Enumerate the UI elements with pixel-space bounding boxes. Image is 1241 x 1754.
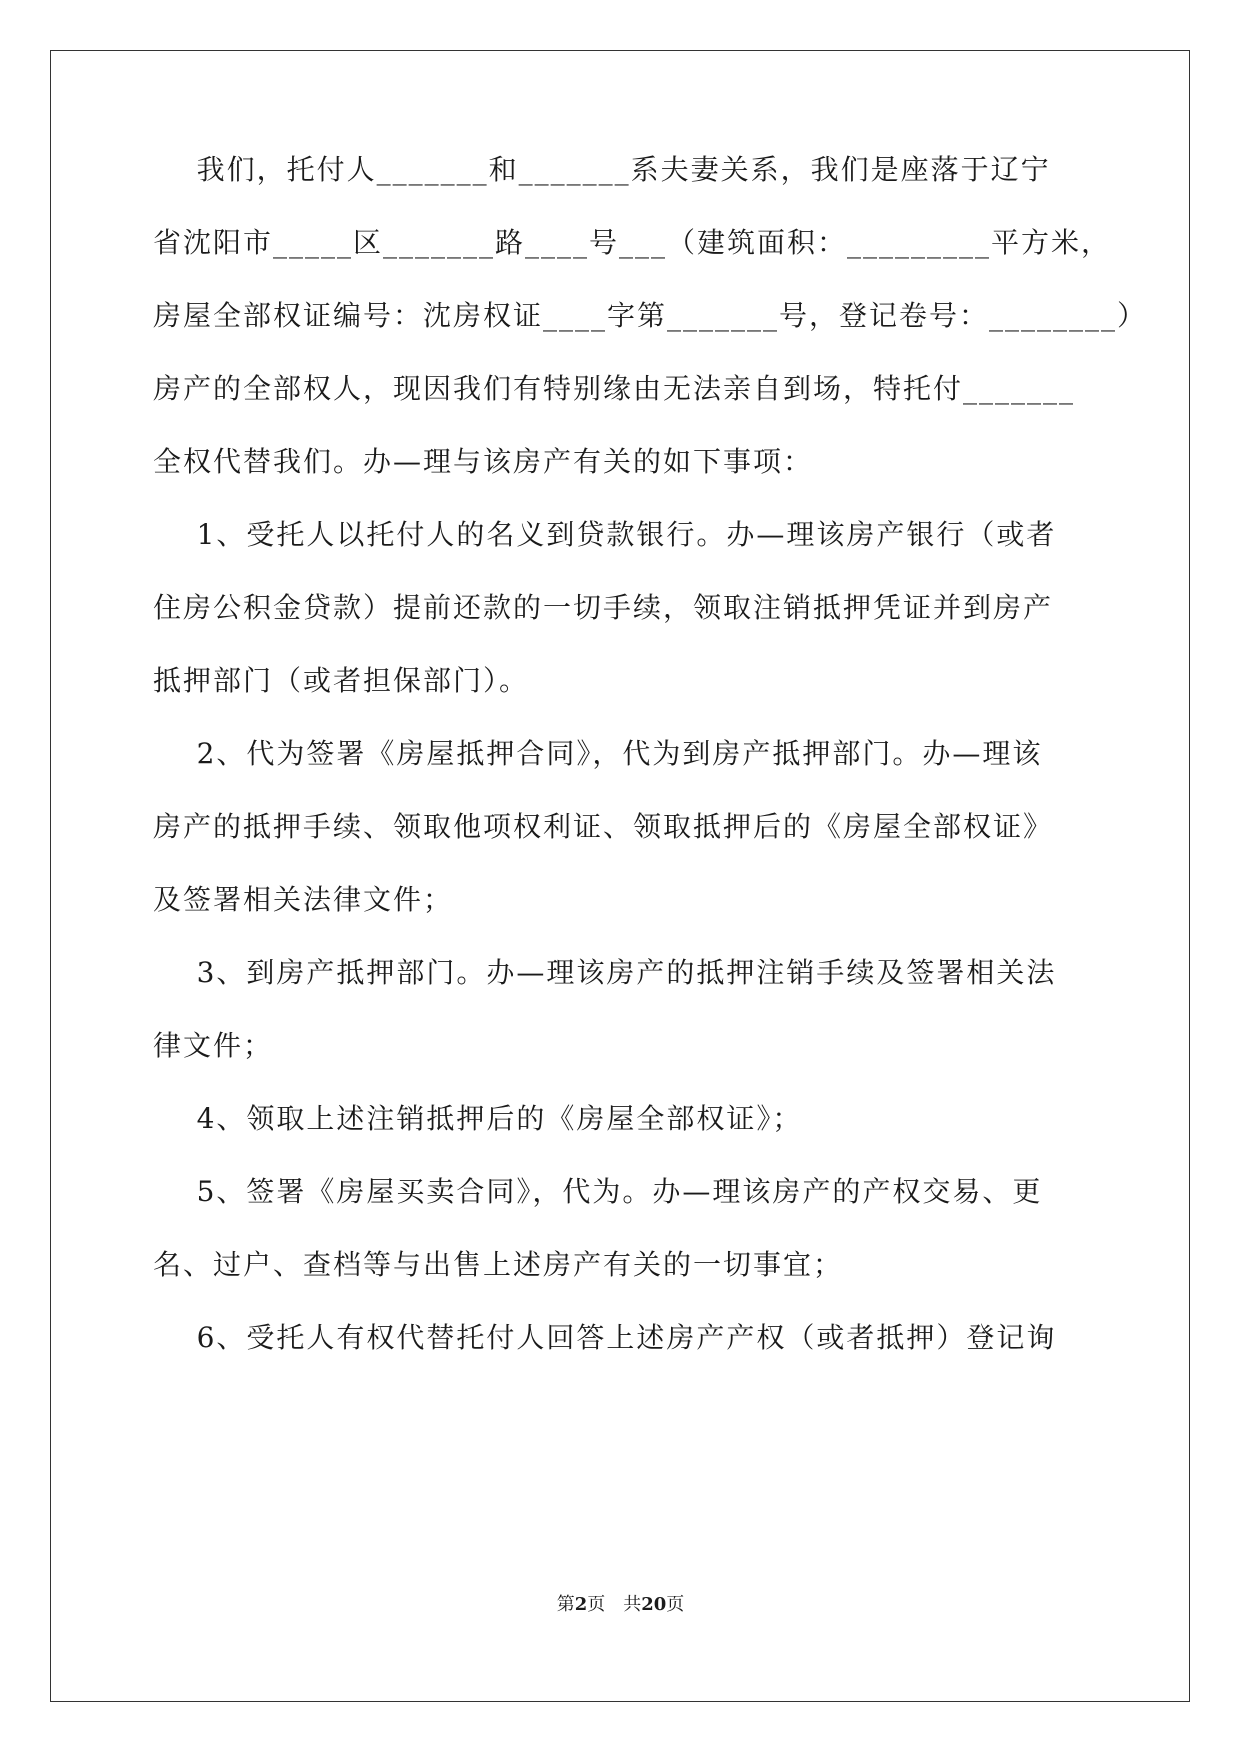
paragraph-line: 抵押部门（或者担保部门）。 (153, 664, 530, 697)
total-suffix: 页 (666, 1594, 685, 1615)
page-footer (0, 1593, 1241, 1617)
paragraph-line: 房产的全部权人，现因我们有特别缘由无法亲自到场，特托付_______ (153, 372, 1076, 405)
paragraph-line: 及签署相关法律文件； (153, 883, 454, 916)
paragraph-line: 2、代为签署《房屋抵押合同》，代为到房产抵押部门。办—理该 (153, 737, 1043, 770)
paragraph-line: 省沈阳市_____区_______路____号___（建筑面积：_________平方米， (153, 226, 1112, 259)
page-total: 20 (641, 1594, 667, 1615)
paragraph-line: 6、受托人有权代替托付人回答上述房产产权（或者抵押）登记询 (153, 1321, 1057, 1354)
paragraph-line: 房屋全部权证编号：沈房权证____字第_______号，登记卷号：________） (153, 299, 1148, 332)
page-mid: 页 (587, 1594, 606, 1615)
paragraph-line: 1、受托人以托付人的名义到贷款银行。办—理该房产银行（或者 (153, 518, 1057, 551)
paragraph-line: 4、领取上述注销抵押后的《房屋全部权证》； (153, 1102, 803, 1135)
total-prefix: 共 (623, 1594, 642, 1615)
paragraph-line: 律文件； (153, 1029, 274, 1062)
paragraph-line: 住房公积金贷款）提前还款的一切手续，领取注销抵押凭证并到房产 (153, 591, 1054, 624)
paragraph-line: 我们，托付人_______和_______系夫妻关系，我们是座落于辽宁 (153, 153, 1051, 186)
page-prefix: 第 (556, 1594, 575, 1615)
paragraph-line: 房产的抵押手续、领取他项权利证、领取抵押后的《房屋全部权证》 (153, 810, 1054, 843)
page-current: 2 (574, 1594, 588, 1615)
paragraph-line: 3、到房产抵押部门。办—理该房产的抵押注销手续及签署相关法 (153, 956, 1057, 989)
paragraph-line: 全权代替我们。办—理与该房产有关的如下事项： (153, 445, 814, 478)
paragraph-line: 5、签署《房屋买卖合同》，代为。办—理该房产的产权交易、更 (153, 1175, 1043, 1208)
paragraph-line: 名、过户、查档等与出售上述房产有关的一切事宜； (153, 1248, 844, 1281)
